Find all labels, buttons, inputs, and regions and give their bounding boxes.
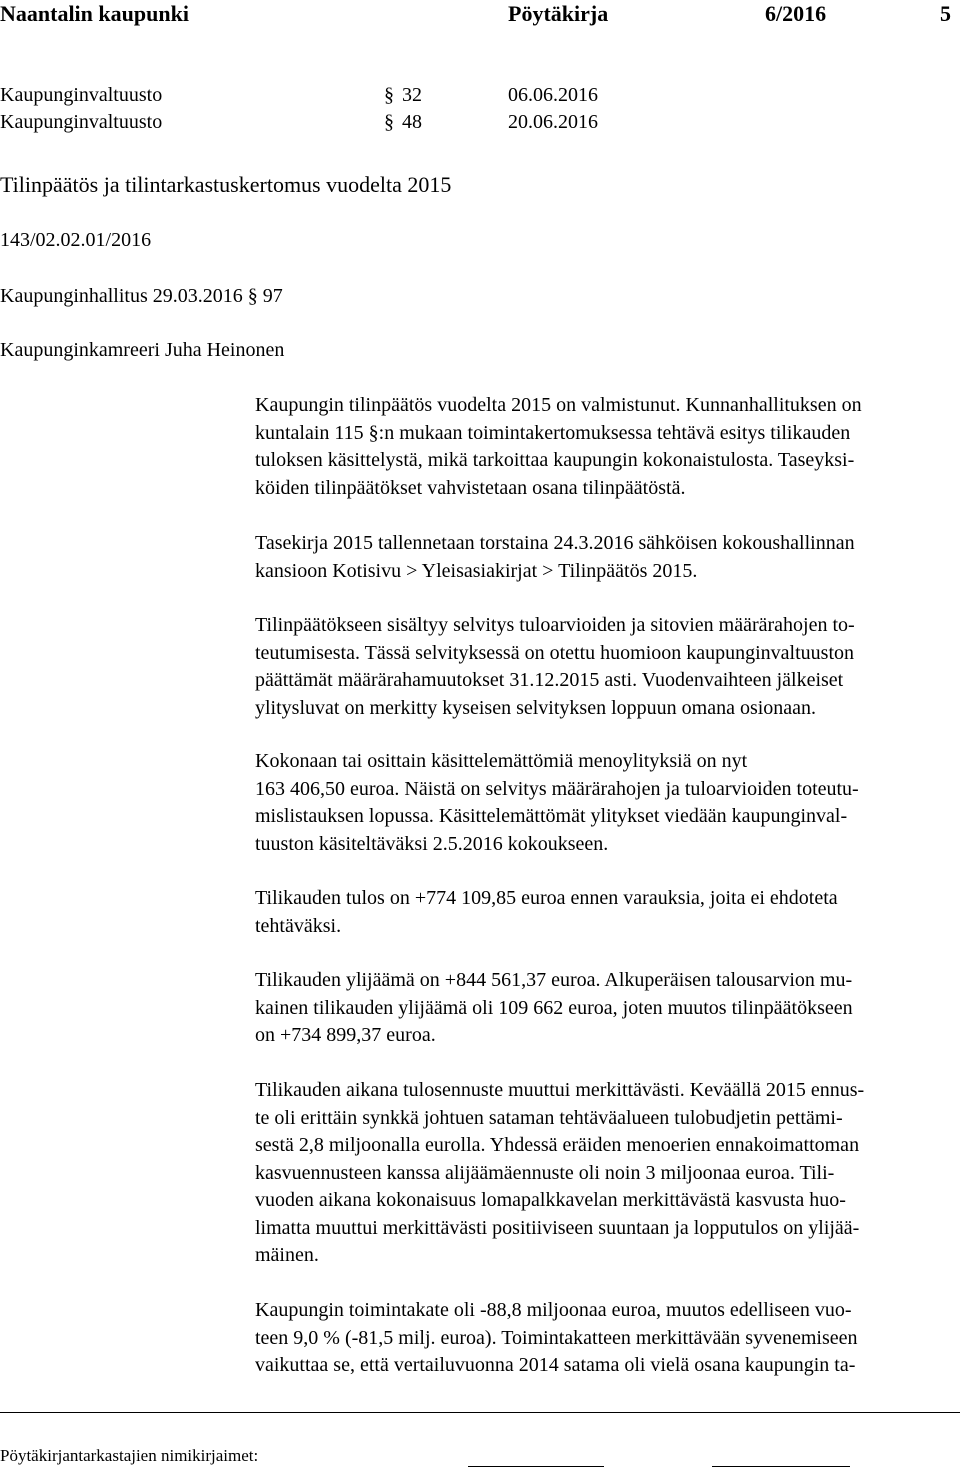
paragraph-line: köiden tilinpäätökset vahvistetaan osana tilinpäätöstä. [255,476,686,499]
header-issue: 6/2016 [765,1,827,26]
meeting-1-section-mark: § [384,84,394,106]
paragraph-line: Kaupungin toimintakate oli -88,8 miljoonaa euroa, muutos edelliseen vuo- [255,1299,852,1321]
prior-handling [0,283,283,309]
paragraph-5 [255,885,955,940]
paragraph-line: vuoden aikana kokonaisuus lomapalkkavelan merkittävästä kasvusta huo- [255,1189,846,1211]
paragraph-line: tuloksen käsittelystä, mikä tarkoittaa kaupungin kokonaistulosta. Taseyksi- [255,449,855,471]
paragraph-1 [255,392,955,502]
paragraph-line: Kaupungin tilinpäätös vuodelta 2015 on valmistunut. Kunnanhallituksen on [255,394,862,416]
signature-line-2 [712,1466,850,1467]
paragraph-line: 163 406,50 euroa. Näistä on selvitys määrärahojen ja tuloarvioiden toteutu- [255,777,859,800]
reference-number: 143/02.02.01/2016 [0,229,152,251]
presenter: Kaupunginkamreeri Juha Heinonen [0,339,285,361]
footer-signature-label: Pöytäkirjantarkastajien nimikirjaimet: [0,1446,259,1465]
signature-line-1 [468,1466,604,1467]
paragraph-line: kansioon Kotisivu > Yleisasiakirjat > Tilinpäätös 2015. [255,559,698,582]
paragraph-3 [255,612,955,722]
paragraph-line: Tasekirja 2015 tallennetaan torstaina 24.3.2016 sähköisen kokoushallinnan [255,532,855,554]
meeting-2-number: 48 [402,111,422,133]
paragraph-line: tehtäväksi. [255,914,342,937]
footer-divider [0,1412,960,1413]
paragraph-line: teutumisesta. Tässä selvityksessä on otettu huomioon kaupunginvaltuuston [255,641,855,664]
paragraph-2 [255,530,955,585]
paragraph-line: sestä 2,8 miljoonalla eurolla. Yhdessä eräiden menoerien ennakoimattoman [255,1134,860,1156]
paragraph-line: kasvuennusteen kanssa alijäämäennuste oli noin 3 miljoonaa euroa. Tili- [255,1161,835,1184]
meeting-2-body: Kaupunginvaltuusto [0,111,163,133]
paragraph-7 [255,1077,955,1270]
header-organization: Naantalin kaupunki [0,1,189,26]
paragraph-line: Tilikauden ylijäämä on +844 561,37 euroa. Alkuperäisen talousarvion mu- [255,969,853,991]
prior-body: Kaupunginhallitus 29.03.2016 [0,285,243,307]
header-doc-type: Pöytäkirja [508,1,609,26]
meeting-1-body: Kaupunginvaltuusto [0,84,163,106]
meeting-2-date: 20.06.2016 [508,111,598,133]
paragraph-line: mislistauksen lopussa. Käsittelemättömät ylitykset viedään kaupunginval- [255,805,848,827]
paragraph-line: teen 9,0 % (-81,5 milj. euroa). Toimintakatteen merkittävään syvenemiseen [255,1326,858,1349]
agenda-title: Tilinpäätös ja tilintarkastuskertomus vuodelta 2015 [0,172,452,197]
paragraph-line: ylitysluvat on merkitty kyseisen selvityksen loppuun omana osionaan. [255,696,817,719]
paragraph-8 [255,1297,955,1380]
paragraph-line: Tilinpäätökseen sisältyy selvitys tuloarvioiden ja sitovien määrärahojen to- [255,614,855,636]
meeting-2-section-mark: § [384,111,394,133]
prior-section-mark: § [247,285,258,307]
paragraph-line: te oli erittäin synkkä johtuen sataman tehtäväalueen tulobudjetin pettämi- [255,1106,843,1129]
paragraph-line: mäinen. [255,1244,319,1266]
paragraph-line: päättämät määrärahamuutokset 31.12.2015 asti. Vuodenvaihteen jälkeiset [255,669,844,691]
paragraph-line: on +734 899,37 euroa. [255,1024,436,1046]
header-page-number: 5 [940,1,951,26]
paragraph-line: Tilikauden aikana tulosennuste muuttui merkittävästi. Keväällä 2015 ennus- [255,1079,865,1101]
paragraph-4 [255,748,955,858]
paragraph-line: Tilikauden tulos on +774 109,85 euroa ennen varauksia, joita ei ehdoteta [255,887,838,909]
paragraph-line: Kokonaan tai osittain käsittelemättömiä menoylityksiä on nyt [255,750,748,772]
meeting-1-date: 06.06.2016 [508,84,598,106]
meeting-1-number: 32 [402,84,422,106]
paragraph-6 [255,967,955,1050]
paragraph-line: tuuston käsiteltäväksi 2.5.2016 kokoukseen. [255,832,609,855]
paragraph-line: kainen tilikauden ylijäämä oli 109 662 euroa, joten muutos tilinpäätökseen [255,996,853,1019]
paragraph-line: vaikuttaa se, että vertailuvuonna 2014 satama oli vielä osana kaupungin ta- [255,1354,856,1376]
paragraph-line: kuntalain 115 §:n mukaan toimintakertomuksessa tehtävä esitys tilikauden [255,421,851,444]
paragraph-line: limatta muuttui merkittävästi positiiviseen suuntaan ja lopputulos on ylijää- [255,1216,860,1239]
prior-number: 97 [262,285,283,307]
